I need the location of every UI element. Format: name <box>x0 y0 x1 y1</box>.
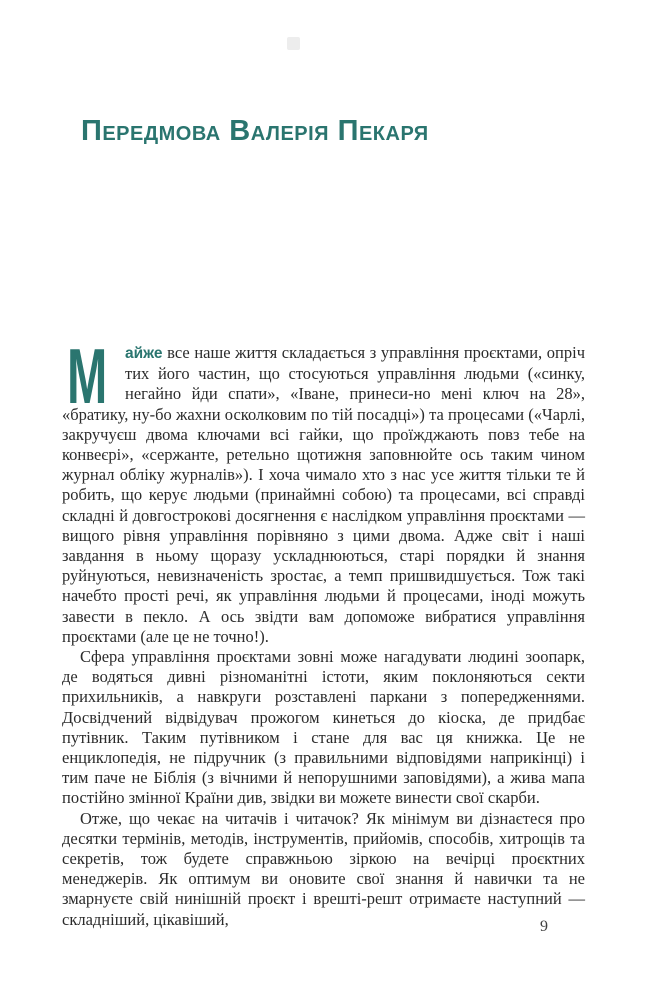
paragraph-first <box>62 332 585 647</box>
smudge-mark <box>287 37 300 50</box>
body-text <box>62 332 585 930</box>
paragraph-second: Сфера управління проєктами зовні може нагадувати людині зоопарк, де водяться дивні різноманітні істоти, яким поклоняються секти прихильників, а навкруги розставлені паркани з попередженнями. Досвідчений відвідувач прожогом кинеться до кіоска, де придбає путівник. Таким путівником і стане для вас ця книжка. Це не енциклопедія, не підручник (з правильними відповідями наприкінці) і тим паче не Біблія (з вічними й непорушними заповідями), а жива мапа постійно змінної Країни див, звідки ви можете винести свої скарби. <box>62 647 585 808</box>
chapter-title: Передмова Валерія Пекаря <box>81 115 429 147</box>
paragraph-third: Отже, що чекає на читачів і читачок? Як мінімум ви дізнаєтеся про десятки термінів, методів, інструментів, прийомів, способів, хитрощів та секретів, тож будете справжньою зіркою на вечірці проєктних менеджерів. Як оптимум ви оновите свої знання й навички та не змарнуєте свій нинішній проєкт і врешті-решт отримаєте наступний — складніший, цікавіший, <box>62 808 585 929</box>
drop-cap-letter: М <box>67 332 108 420</box>
page-number: 9 <box>540 918 548 935</box>
lead-word: айже <box>125 345 163 362</box>
paragraph-first-text: все наше життя складається з управління проєктами, опріч тих його частин, що стосуються управління людьми («синку, негайно йди спати», «Іване, принеси-но мені ключ на 28», «братику, ну-бо жахни осколковим по тій посадці») та процесами («Чарлі, закручуєш двома ключами всі гайки, що проїжджають повз тебе на конвеєрі», «сержанте, ретельно щотижня заповнюйте ось таким чином журнал обліку журналів»). І хоча чимало хто з нас усе життя тільки те й робить, що керує людьми (принаймні собою) та процесами, всі справді складні й довгострокові досягнення є наслідком управління проєктами — вищого рівня управління порівняно з цими двома. Адже світ і наші завдання в ньому щоразу ускладнюються, старі порядки й знання руйнуються, невизначеність зростає, а темп пришвидшується. Тож такі начебто прості речі, як управління людьми й процесами, іноді можуть завести в пекло. А ось звідти вам допоможе вибратися управління проєктами (але це не точно!). <box>62 343 585 646</box>
